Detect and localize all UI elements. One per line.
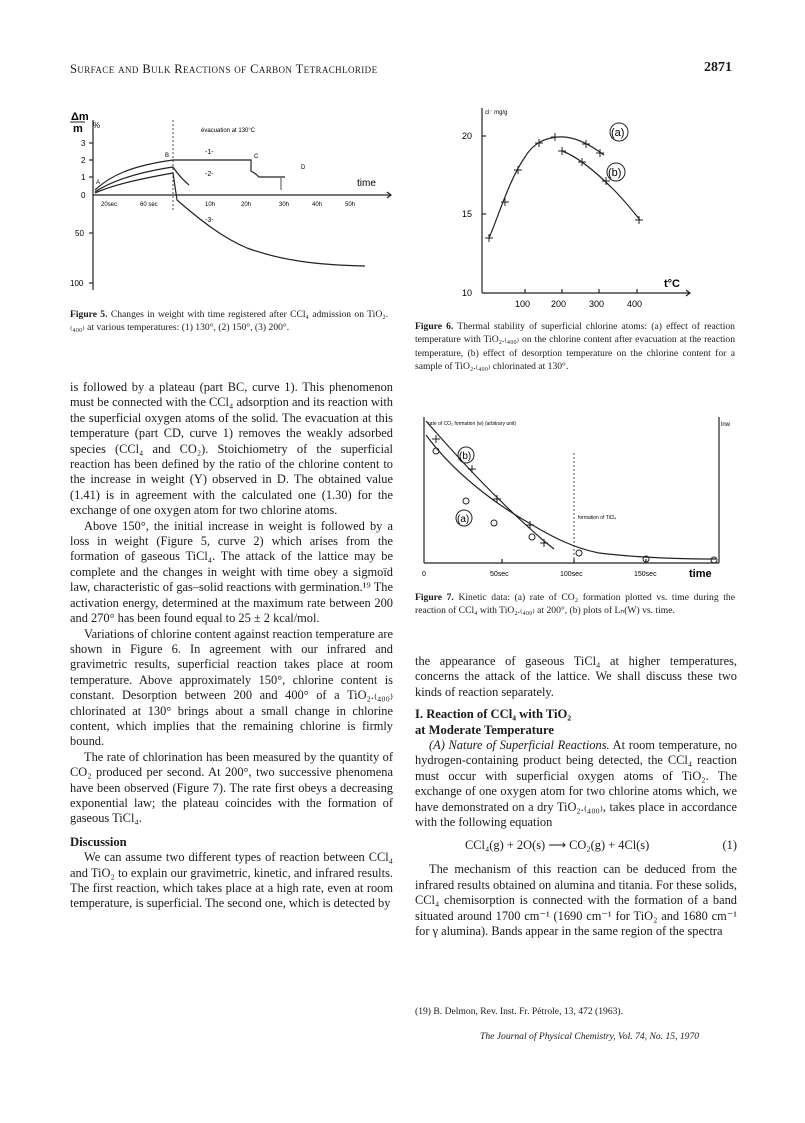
fig7-xtick: 150sec [634, 571, 657, 578]
fig7-caption [415, 591, 735, 618]
fig6-series-label-a: (a) [611, 127, 625, 139]
fig6-series-b [562, 151, 640, 220]
running-title: Surface and Bulk Reactions of Carbon Tetrachloride [70, 62, 378, 76]
fig7-xlabel: time [689, 568, 712, 580]
left-column [70, 380, 393, 912]
right-column [415, 654, 737, 940]
fig5-caption [70, 308, 388, 335]
fig7-caption-label: Figure 7. [415, 592, 454, 603]
equation-text: CCl₄(g) + 2O(s) ⟶ CO₂(g) + 4Cl(s) [465, 838, 650, 853]
paragraph: is followed by a plateau (part BC, curve 1). This phenomenon must be connected with the CCl₄ adsorption and its reaction with the superficial oxygen atoms of the solid. The evacuation at this temperature (part CD, curve 1) removes the weakly adsorbed species (CCl₄ and CO₂). Stoichiometry of the superficial reaction has been defined by the ratio of the chlorine content to the increase in weight (Y) observed in D. The obtained value (1.41) is in agreement with the calculated one (1.30) for the exchange of one oxygen atom for two chlorine atoms. [70, 380, 393, 518]
fig5-point-label: B [165, 153, 170, 159]
fig5-ytick: 50 [75, 229, 84, 238]
fig7-xtick: 100sec [560, 571, 583, 578]
fig7-series-b [426, 421, 554, 549]
paragraph: The mechanism of this reaction can be deduced from the infrared results obtained on alumina and titania. For these solids, CCl₄ chemisorption is connected with the formation of a band situated around 1700 cm⁻¹ (1690 cm⁻¹ for TiO₂ and 1680 cm⁻¹ for γ alumina). Bands appear in the same region of the spectra [415, 862, 737, 939]
fig6-xtick: 400 [627, 299, 643, 309]
fig7-annotation: formation of TiCl₄ [578, 515, 617, 521]
fig5-ylabel-unit: % [93, 121, 101, 130]
fig5-ytick: 100 [70, 279, 84, 288]
fig5-curve-label: -2- [205, 171, 214, 178]
fig7-right-label: lnw [721, 422, 731, 428]
fig5-xtick: 20sec [101, 202, 118, 208]
fig6-caption-label: Figure 6. [415, 321, 454, 332]
page-number: 2871 [704, 60, 732, 75]
paragraph: the appearance of gaseous TiCl₄ at higher temperatures, concerns the attack of the lattice. We shall discuss these two kinds of reaction separately. [415, 654, 737, 699]
fig6-series-label-b: (b) [608, 167, 622, 179]
fig5-caption-text: Changes in weight with time registered after CCl₄ admission on TiO₂.₍₄₀₀₎ at various temperatures: (1) 130°, (2) 150°, (3) 200°. [70, 309, 388, 334]
figure-7 [414, 413, 738, 583]
fig6-ytick: 20 [462, 131, 473, 141]
fig7-caption-text: Kinetic data: (a) rate of CO₂ formation plotted vs. time during the reaction of CCl₄ with TiO₂.₍₄₀₀₎ at 200°, (b) plots of Lₙ(W) vs. time. [415, 592, 735, 617]
subsection-label: (A) [429, 738, 445, 753]
fig6-xlabel: t°C [664, 278, 681, 290]
fig5-curve-label: -3- [205, 217, 214, 224]
fig7-ylabel: rate of CO₂ formation (w) (arbitrary unit) [428, 421, 517, 427]
fig5-point-label: D [301, 165, 306, 171]
subsection-title: Nature of Superficial Reactions. [448, 738, 610, 753]
footnote: (19) B. Delmon, Rev. Inst. Fr. Pétrole, 13, 472 (1963). [415, 1006, 624, 1017]
figure-5 [65, 100, 395, 300]
fig5-ytick: 1 [81, 173, 86, 182]
fig5-xlabel: time [357, 178, 376, 189]
fig5-annotation: évacuation at 130°C [201, 128, 256, 134]
paragraph [415, 738, 737, 830]
fig5-curve-label: -1- [205, 149, 214, 156]
paragraph: We can assume two different types of reaction between CCl₄ and TiO₂ to explain our gravimetric, kinetic, and infrared results. The first reaction, which takes place at a high rate, even at room temperature, is superficial. The second one, which is detected by [70, 850, 393, 911]
fig7-xtick: 50sec [490, 571, 509, 578]
fig6-xtick: 200 [551, 299, 567, 309]
fig5-xtick: 20h [241, 202, 252, 208]
fig5-xtick: 10h [205, 202, 216, 208]
fig5-ylabel-bottom: m [73, 123, 83, 135]
paragraph-text: At room temperature, no hydrogen-containing product being detected, the CCl₄ reaction must occur with superficial oxygen atoms of TiO₂. The exchange of one oxygen atom for two chlorine atoms which, we have demonstrated on a dry TiO₂.₍₄₀₀₎, takes place in accordance with the following equation [415, 738, 737, 830]
fig6-series-a [489, 137, 604, 238]
fig5-xtick: 50h [345, 202, 356, 208]
fig5-xtick: 40h [312, 202, 323, 208]
fig5-ylabel-top: Δm [71, 111, 89, 123]
fig6-caption [415, 320, 735, 373]
fig7-series-label-b: (b) [459, 451, 472, 462]
fig6-xtick: 300 [589, 299, 605, 309]
fig6-ytick: 10 [462, 288, 473, 298]
paragraph: The rate of chlorination has been measured by the quantity of CO₂ produced per second. At 200°, two successive phenomena have been observed (Figure 7). The rate first obeys a decreasing exponential law; the plateau coincides with the formation of gaseous TiCl₄. [70, 749, 393, 826]
fig5-xtick: 60 sec [140, 202, 158, 208]
fig5-caption-label: Figure 5. [70, 309, 108, 320]
fig6-ylabel: cl⁻ mg/g [485, 110, 508, 116]
fig5-curve-1 [95, 160, 285, 190]
section-heading: I. Reaction of CCl₄ with TiO₂ [415, 707, 572, 722]
fig5-xtick: 30h [279, 202, 290, 208]
paragraph: Variations of chlorine content against reaction temperature are shown in Figure 6. In agreement with our infrared and gravimetric results, superficial reaction takes place at room temperature. Above approximately 150°, chlorine content is constant. Desorption between 200 and 400° of a TiO₂.₍₄₀₀₎ chlorinated at 130° brings about a small change in chlorine content, which implies that the remaining chlorine is firmly bound. [70, 626, 393, 749]
fig7-xtick: 0 [422, 571, 426, 578]
section-heading: at Moderate Temperature [415, 722, 554, 737]
fig5-ytick: 3 [81, 139, 86, 148]
fig5-curve-3 [95, 173, 365, 266]
equation-1 [415, 836, 737, 856]
fig6-caption-text: Thermal stability of superficial chlorine atoms: (a) effect of reaction temperature with TiO₂.₍₄₀₀₎ on the chlorine content after evacuation at the reaction temperature, (b) effect of desorption temperature on the chlorine content for a sample of TiO₂.₍₄₀₀₎ chlorinated at 130°. [415, 321, 735, 372]
paragraph: Above 150°, the initial increase in weight is followed by a loss in weight (Figure 5, curve 2) which arises from the formation of gaseous TiCl₄. The attack of the lattice may be complete and the changes in weight with time obey a sigmoïd law, characteristic of gas–solid reactions with germination.¹⁹ The activation energy, determined at the maximum rate between 200 and 270° has been found equal to 25 ± 2 kcal/mol. [70, 518, 393, 626]
fig5-point-label: C [254, 154, 259, 160]
equation-number: (1) [722, 838, 737, 853]
fig7-series-label-a: (a) [457, 514, 470, 525]
section-heading-discussion: Discussion [70, 834, 127, 849]
fig5-ytick: 2 [81, 156, 86, 165]
figure-6 [454, 100, 724, 315]
fig5-point-label: A [96, 180, 101, 186]
journal-line: The Journal of Physical Chemistry, Vol. 74, No. 15, 1970 [480, 1031, 700, 1042]
fig6-xtick: 100 [515, 299, 531, 309]
fig5-ytick: 0 [81, 191, 86, 200]
fig6-ytick: 15 [462, 209, 473, 219]
